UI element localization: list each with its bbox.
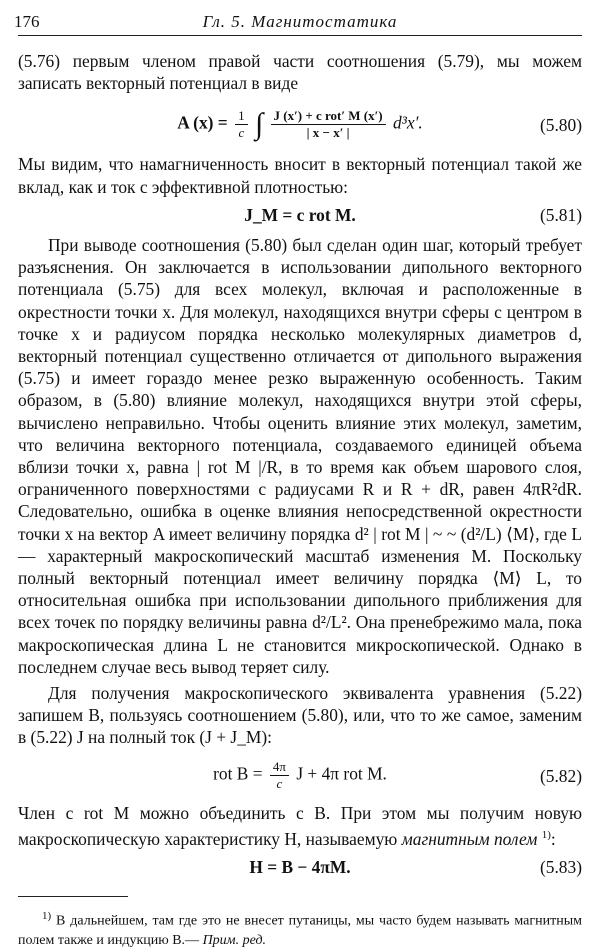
footnote-ref: 1) — [541, 828, 551, 841]
footnote-rule — [18, 896, 128, 897]
eq580-fraction — [271, 108, 386, 141]
equation-number: (5.82) — [539, 765, 582, 786]
header-rule — [18, 35, 582, 36]
page-number: 176 — [14, 12, 40, 31]
equation-number: (5.83) — [539, 856, 582, 877]
eq580-frac-den: | x − x′ | — [306, 125, 350, 141]
paragraph-1: (5.76) первым членом правой части соотношения (5.79), мы можем записать векторный потенциал в виде — [18, 51, 582, 94]
footnote — [18, 907, 582, 950]
integral-sign: ∫ — [254, 107, 264, 141]
eq582-lhs: rot B = — [213, 763, 263, 784]
paragraph-2: Мы видим, что намагниченность вносит в векторный потенциал такой же вклад, как и ток с эффективной плотностью: — [18, 154, 582, 197]
eq582-fraction — [270, 759, 289, 792]
running-title: Гл. 5. Магнитостатика — [202, 12, 398, 31]
eq580-tail: d³x′. — [392, 112, 423, 133]
paragraph-3: При выводе соотношения (5.80) был сделан один шаг, который требует разъяснения. Он заключается в использовании дипольного векторного потенциала (5.75) для всех молекул, включая и расположенные в окрестности точки x. Для молекул, находящихся внутри сферы с центром в точке x и радиусом порядка несколько молекулярных диаметров d, векторный потенциал существенно отличается от дипольного выражения (5.75) и имеет гораздо менее резко выраженную особенность. Таким образом, в (5.80) влияние молекул, находящихся внутри этой сферы, вычислено неправильно. Чтобы оценить влияние этих молекул, заметим, что величина векторного потенциала, создаваемого единицей объема вблизи точки x, равна | rot M |/R, в то время как объем шарового слоя, ограниченного поверхностями с радиусами R и R + dR, равен 4πR²dR. Следовательно, ошибка в оценке влияния непосредственной окрестности точки x на вектор A имеет величину порядка d² | rot M | ~ ~ (d²/L) ⟨M⟩, где L — характерный макроскопический масштаб изменения M. Поскольку полный векторный потенциал имеет величину порядка ⟨M⟩ L, то относительная ошибка при использовании дипольного приближения для всех точек по порядку величины равна d²/L². Она пренебрежимо мала, пока макроскопическая длина L не становится микроскопической. Однако в последнем случае весь вывод теряет силу. — [18, 235, 582, 677]
equation-5-83 — [18, 856, 582, 878]
page-body — [18, 50, 582, 950]
eq580-frac-num: J (x′) + c rot′ M (x′) — [271, 108, 386, 125]
equation-5-80 — [18, 108, 582, 141]
paragraph-5 — [18, 802, 582, 850]
footnote-text: В дальнейшем, там где это не внесет путаницы, мы часто будем называть магнитным полем также и индукцию B.— — [18, 913, 582, 948]
equation-5-81-math: J_M = c rot M. — [244, 204, 356, 225]
eq580-coef-den: c — [238, 125, 245, 141]
eq582-frac-num: 4π — [270, 759, 289, 776]
equation-number: (5.81) — [539, 204, 582, 225]
eq580-coef-num: 1 — [235, 108, 248, 125]
eq580-lhs: A (x) = — [177, 112, 228, 133]
eq582-frac-den: c — [276, 775, 283, 791]
equation-5-83-math: H = B − 4πM. — [249, 856, 351, 877]
eq580-coefficient — [235, 108, 248, 141]
equation-5-82 — [18, 759, 582, 792]
paragraph-4: Для получения макроскопического эквивалента уравнения (5.22) запишем B, пользуясь соотношением (5.80), или, что то же самое, заменим в (5.22) J на полный ток (J + J_M): — [18, 683, 582, 748]
equation-5-80-math — [18, 108, 582, 141]
term-magnetic-field: магнитным полем — [401, 828, 538, 849]
paragraph-5-end: : — [550, 828, 556, 849]
eq582-rhs: J + 4π rot M. — [296, 763, 387, 784]
equation-5-82-math — [18, 759, 582, 792]
paragraph-5-text: Член с rot M можно объединить с B. При этом мы получим новую макроскопическую характеристику H, называемую — [18, 802, 582, 849]
footnote-mark: 1) — [42, 910, 52, 923]
running-header — [14, 12, 582, 36]
book-page — [14, 0, 582, 948]
equation-5-81 — [18, 204, 582, 226]
footnote-editor-note: Прим. ред. — [202, 932, 267, 948]
equation-number: (5.80) — [539, 115, 582, 136]
